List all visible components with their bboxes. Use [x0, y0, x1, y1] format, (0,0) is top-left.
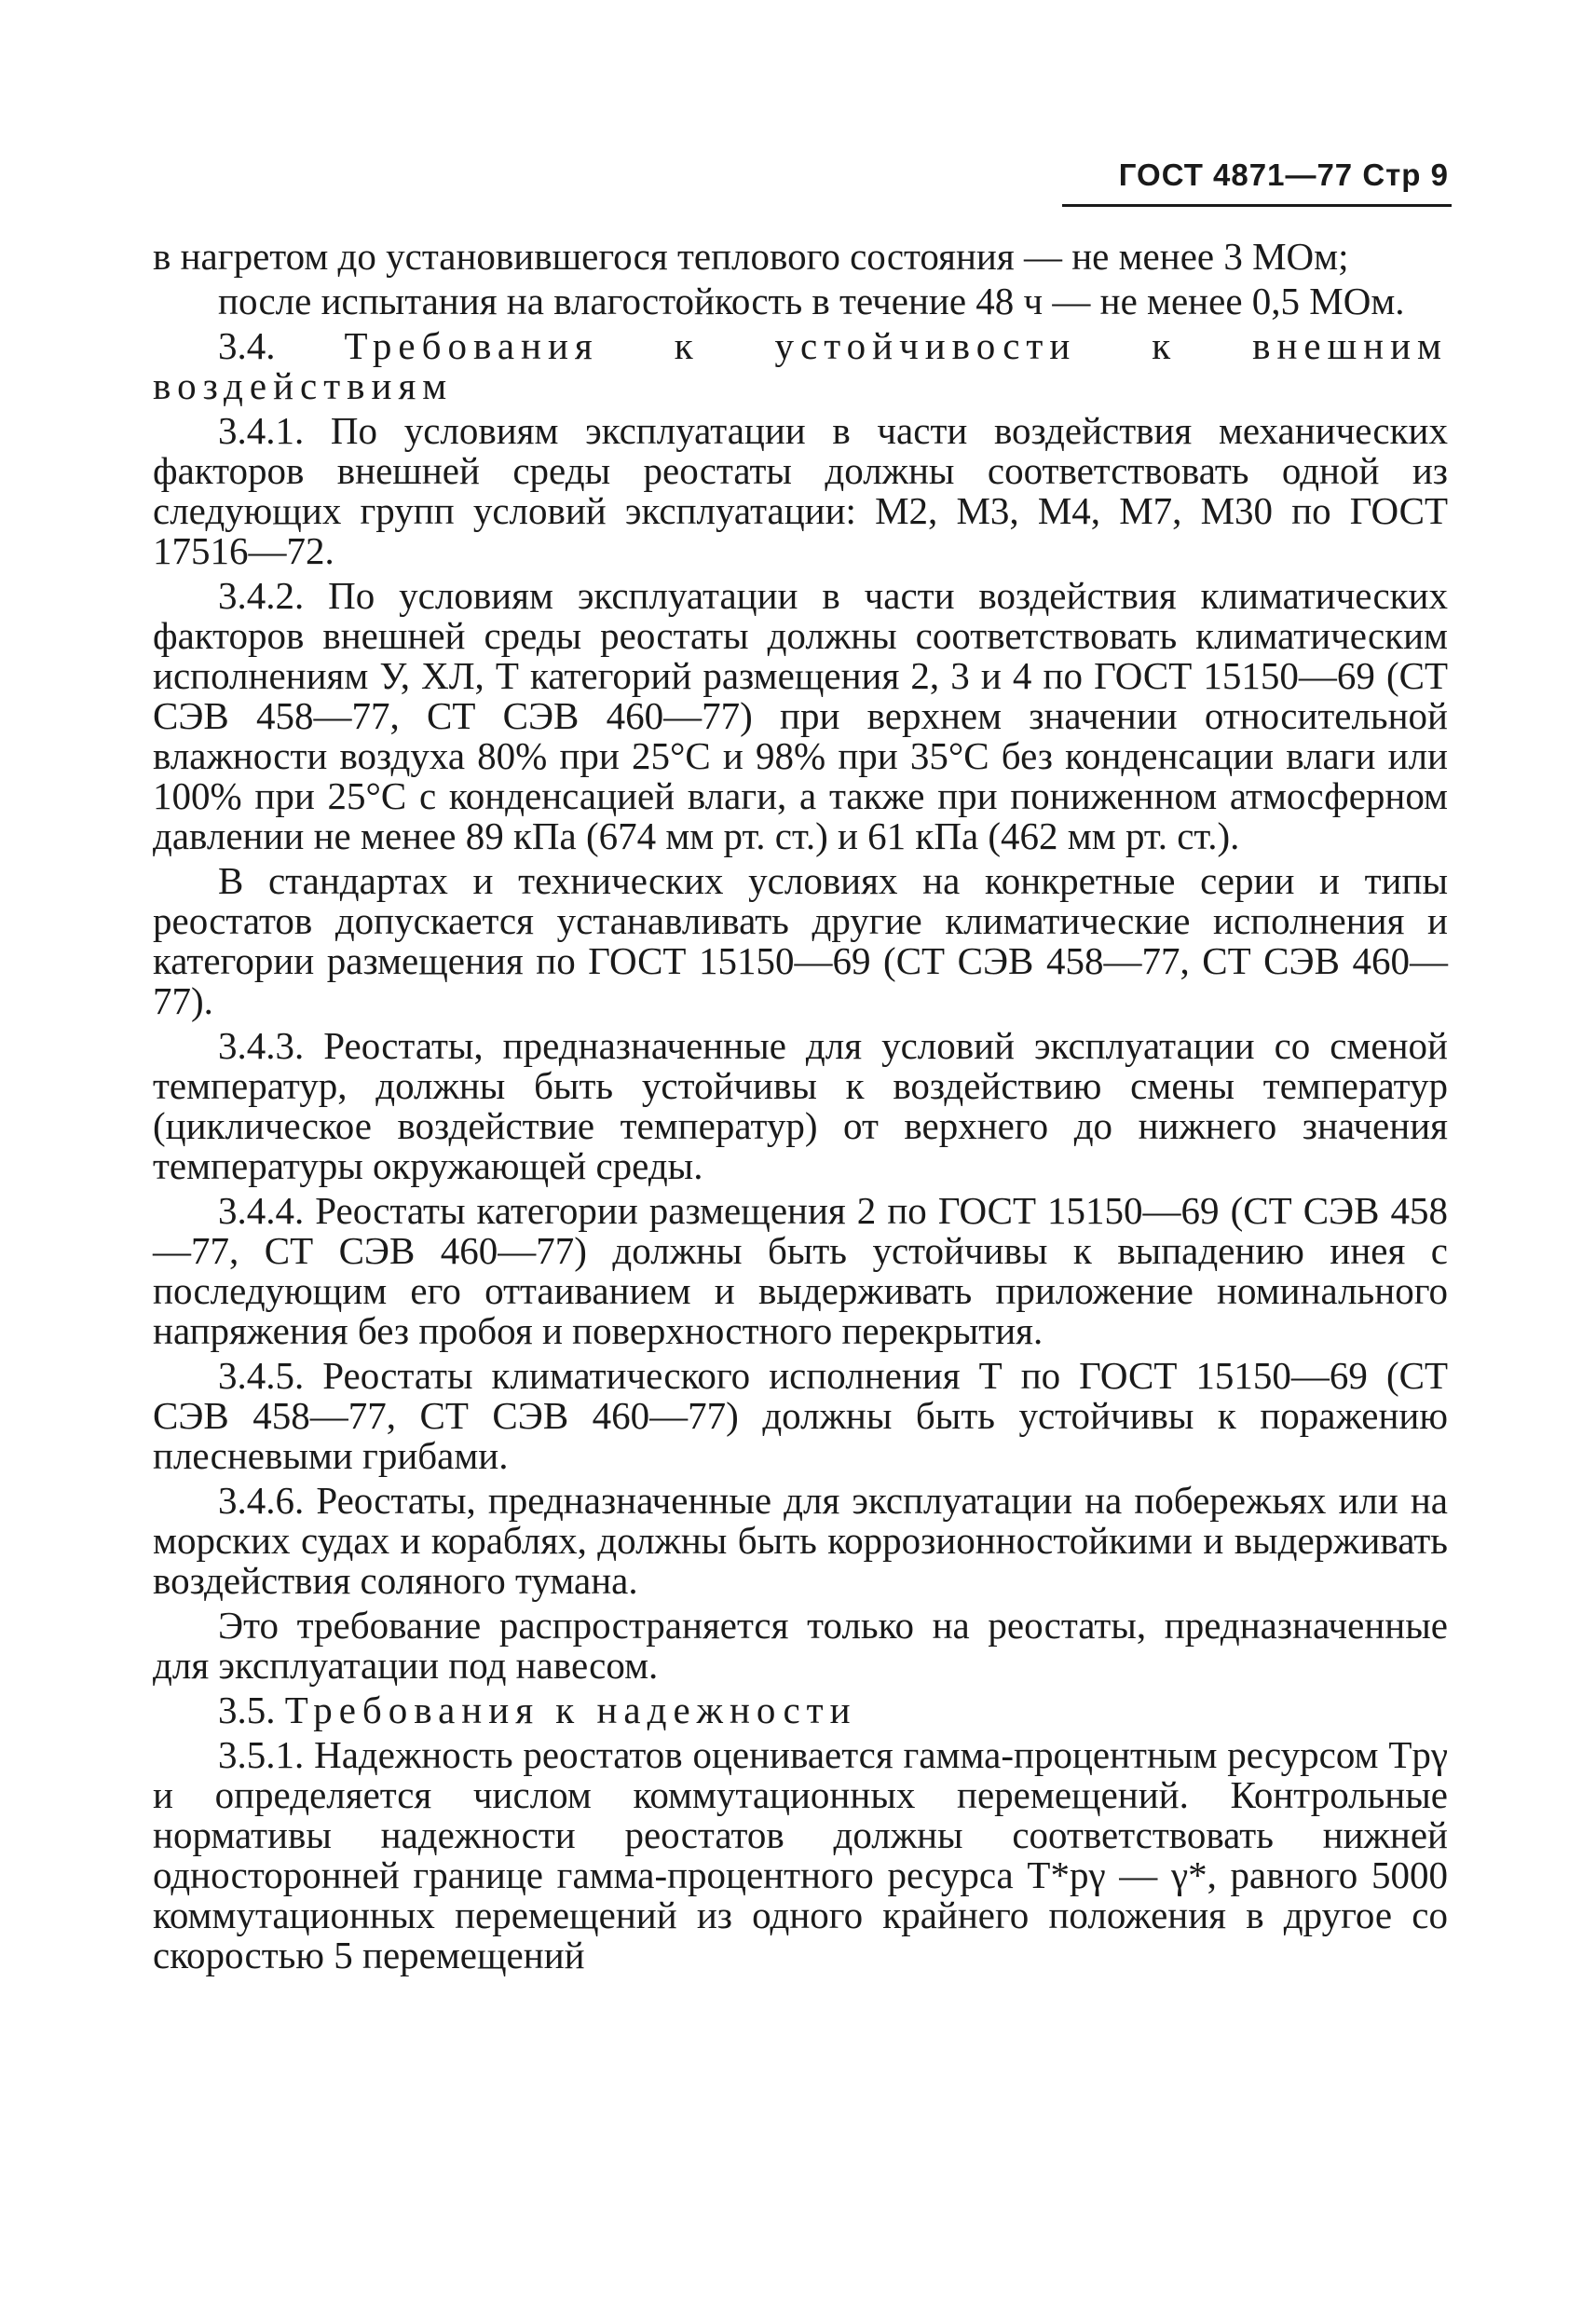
header-rule [1062, 204, 1452, 207]
paragraph-3-5-1: 3.5.1. Надежность реостатов оценивается гамма-процентным ресурсом Tpγ и определяется числом коммутационных перемещений. Контрольные нормативы надежности реостатов должны соответствовать нижней односторонней границе гамма-процентного ресурса T*pγ — γ*, равного 5000 коммутационных перемещений из одного крайнего положения в другое со скоростью 5 перемещений [153, 1733, 1448, 1976]
page-header: ГОСТ 4871—77 Стр 9 [1118, 157, 1449, 192]
section-number: 3.4. [218, 324, 276, 367]
section-heading-3-4 [153, 326, 1448, 406]
paragraph-3-4-2: 3.4.2. По условиям эксплуатации в части воздействия климатических факторов внешней среды реостаты должны соответствовать климатическим исполнениям У, ХЛ, Т категорий размещения 2, 3 и 4 по ГОСТ 15150—69 (СТ СЭВ 458—77, СТ СЭВ 460—77) при верхнем значении относительной влажности воздуха 80% при 25°С и 98% при 35°С без конденсации влаги или 100% при 25°С с конденсацией влаги, а также при пониженном атмосферном давлении не менее 89 кПа (674 мм рт. ст.) и 61 кПа (462 мм рт. ст.). [153, 574, 1448, 857]
paragraph-3-4-5: 3.4.5. Реостаты климатического исполнения Т по ГОСТ 15150—69 (СТ СЭВ 458—77, СТ СЭВ 460—77) должны быть устойчивы к поражению плесневыми грибами. [153, 1354, 1448, 1477]
paragraph-3-4-4: 3.4.4. Реостаты категории размещения 2 по ГОСТ 15150—69 (СТ СЭВ 458—77, СТ СЭВ 460—77) должны быть устойчивы к выпадению инея с последующим его оттаиванием и выдерживать приложение номинального напряжения без пробоя и поверхностного перекрытия. [153, 1189, 1448, 1352]
paragraph-canopy-note: Это требование распространяется только на реостаты, предназначенные для эксплуатации под навесом. [153, 1604, 1448, 1687]
paragraph-insulation-humidity: после испытания на влагостойкость в течение 48 ч — не менее 0,5 МОм. [218, 280, 1405, 322]
paragraph-insulation-heated: в нагретом до установившегося теплового состояния — не менее 3 МОм; [153, 235, 1349, 278]
section-number: 3.5. [218, 1689, 276, 1731]
paragraph-3-4-1: 3.4.1. По условиям эксплуатации в части воздействия механических факторов внешней среды реостаты должны соответствовать одной из следующих групп условий эксплуатации: М2, М3, М4, М7, М30 по ГОСТ 17516—72. [153, 409, 1448, 572]
section-title: Требования к устойчивости к внешним воздействиям [153, 324, 1448, 407]
paragraph-3-4-6: 3.4.6. Реостаты, предназначенные для эксплуатации на побережьях или на морских судах и кораблях, должны быть коррозионностойкими и выдерживать воздействия соляного тумана. [153, 1479, 1448, 1602]
paragraph-standards-note: В стандартах и технических условиях на конкретные серии и типы реостатов допускается устанавливать другие климатические исполнения и категории размещения по ГОСТ 15150—69 (СТ СЭВ 458—77, СТ СЭВ 460—77). [153, 859, 1448, 1022]
paragraph-3-4-3: 3.4.3. Реостаты, предназначенные для условий эксплуатации со сменой температур, должны быть устойчивы к воздействию смены температур (циклическое воздействие температур) от верхнего до нижнего значения температуры окружающей среды. [153, 1024, 1448, 1187]
document-body [153, 237, 1448, 1976]
section-heading-3-5 [153, 1690, 1448, 1730]
section-title: Требования к надежности [284, 1689, 857, 1731]
